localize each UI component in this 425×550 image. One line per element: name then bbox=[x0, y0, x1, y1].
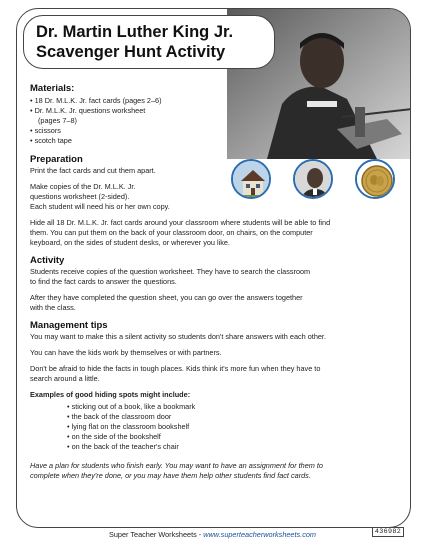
portrait-badge bbox=[293, 159, 333, 199]
text-line: After they have completed the question sheet, you can go over the answers together bbox=[30, 293, 303, 302]
title-line-1: Dr. Martin Luther King Jr. bbox=[36, 23, 234, 41]
text-line: Hide all 18 Dr. M.L.K. Jr. fact cards around your classroom where students will be able to find bbox=[30, 218, 331, 227]
tips-text-3 bbox=[30, 364, 402, 384]
list-item: • scissors bbox=[30, 126, 61, 135]
preparation-text-3 bbox=[30, 218, 402, 248]
list-item: • lying flat on the classroom bookshelf bbox=[67, 422, 190, 431]
text-line: keyboard, on the sides of student desks, or wherever you like. bbox=[30, 238, 230, 247]
title-line-2: Scavenger Hunt Activity bbox=[36, 43, 226, 61]
activity-text-1 bbox=[30, 267, 402, 287]
list-item: (pages 7–8) bbox=[38, 116, 77, 125]
footer-url[interactable]: www.superteacherworksheets.com bbox=[203, 530, 316, 539]
text-line: Have a plan for students who finish early. You may want to have an assignment for them to bbox=[30, 461, 323, 470]
text-line: them. You can put them on the back of your classroom door, on chairs, on the computer bbox=[30, 228, 313, 237]
closing-text bbox=[30, 461, 402, 481]
preparation-text-1: Print the fact cards and cut them apart. bbox=[30, 166, 156, 175]
badge-row bbox=[231, 159, 401, 199]
list-item: • scotch tape bbox=[30, 136, 72, 145]
text-line: Make copies of the Dr. M.L.K. Jr. bbox=[30, 182, 136, 191]
list-item: • on the back of the teacher's chair bbox=[67, 442, 179, 451]
text-line: complete when they're done, or you may have them help other students find fact cards. bbox=[30, 471, 311, 480]
tips-heading: Management tips bbox=[30, 320, 108, 331]
main-content bbox=[30, 83, 402, 481]
materials-heading: Materials: bbox=[30, 83, 75, 94]
footer bbox=[0, 530, 425, 539]
text-line: search around a little. bbox=[30, 374, 100, 383]
list-item: • on the side of the bookshelf bbox=[67, 432, 161, 441]
worksheet-page bbox=[16, 8, 411, 528]
preparation-heading: Preparation bbox=[30, 154, 83, 165]
examples-list bbox=[30, 402, 402, 452]
text-line: Don't be afraid to hide the facts in tough places. Kids think it's more fun when they have to bbox=[30, 364, 321, 373]
activity-heading: Activity bbox=[30, 255, 65, 266]
list-item: • Dr. M.L.K. Jr. questions worksheet bbox=[30, 106, 146, 115]
materials-list bbox=[30, 96, 402, 146]
examples-heading: Examples of good hiding spots might include: bbox=[30, 390, 191, 399]
text-line: with the class. bbox=[30, 303, 76, 312]
coin-badge bbox=[355, 159, 395, 199]
text-line: Each student will need his or her own copy. bbox=[30, 202, 170, 211]
list-item: • 18 Dr. M.L.K. Jr. fact cards (pages 2–6) bbox=[30, 96, 162, 105]
list-item: • the back of the classroom door bbox=[67, 412, 172, 421]
text-line: Students receive copies of the question worksheet. They have to search the classroom bbox=[30, 267, 311, 276]
activity-text-2 bbox=[30, 293, 402, 313]
list-item: • sticking out of a book, like a bookmark bbox=[67, 402, 196, 411]
text-line: to find the fact cards to answer the questions. bbox=[30, 277, 177, 286]
footer-brand: Super Teacher Worksheets - bbox=[109, 530, 204, 539]
tips-text-2: You can have the kids work by themselves or with partners. bbox=[30, 348, 222, 357]
title-banner bbox=[23, 15, 275, 69]
tips-text-1: You may want to make this a silent activity so students don't share answers with each other. bbox=[30, 332, 326, 341]
worksheet-id: 436982 bbox=[372, 527, 404, 537]
text-line: questions worksheet (2-sided). bbox=[30, 192, 130, 201]
house-badge bbox=[231, 159, 271, 199]
